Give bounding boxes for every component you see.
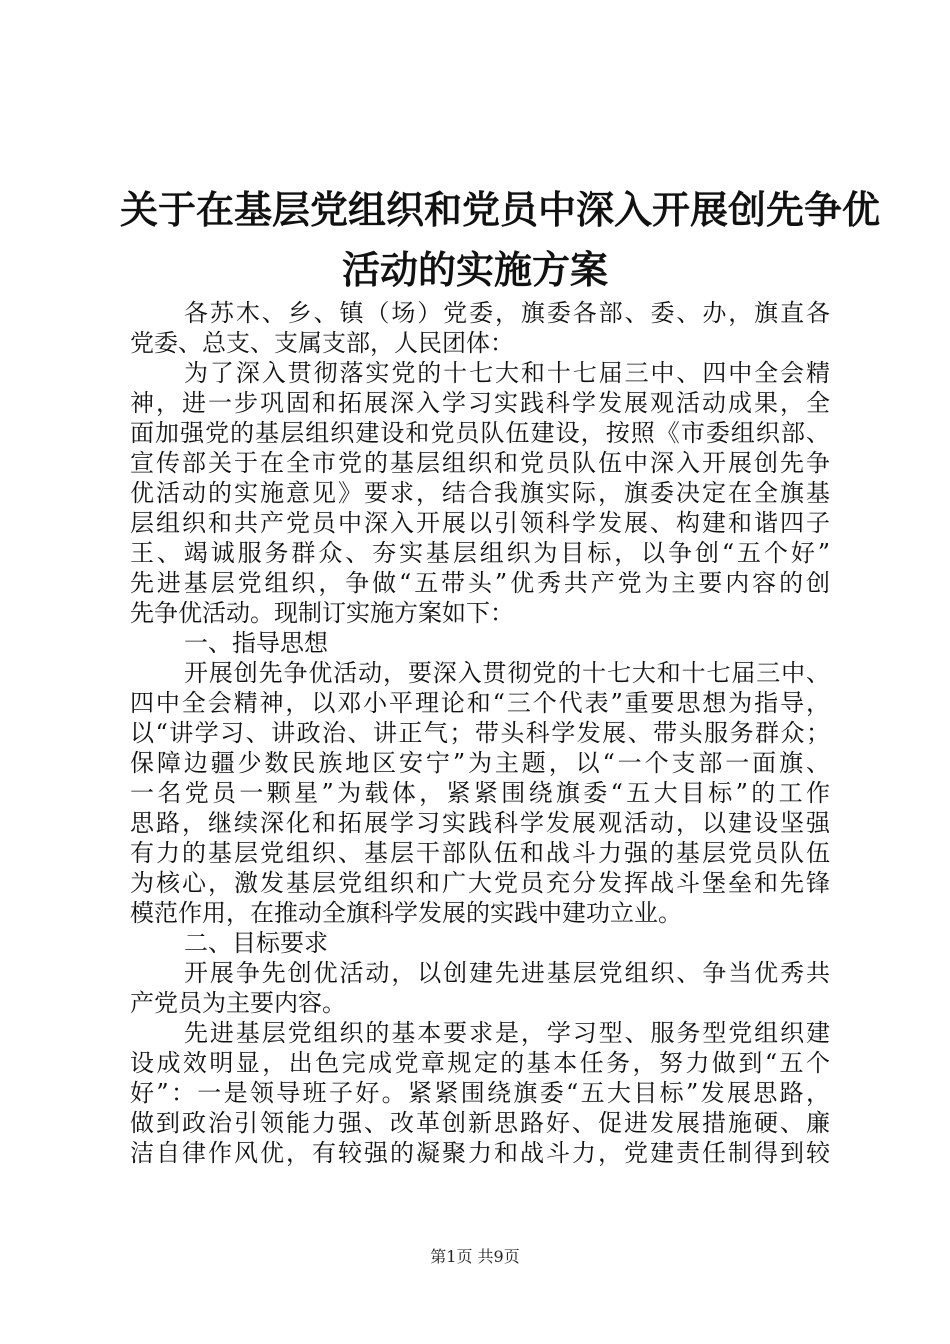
section-heading-guiding-ideology: 一、指导思想 xyxy=(184,629,328,657)
body-line: 先进基层党组织，争做“五带头”优秀共产党为主要内容的创 xyxy=(130,569,830,597)
body-line: 有力的基层党组织、基层干部队伍和战斗力强的基层党员队伍 xyxy=(130,839,830,867)
body-line: 为了深入贯彻落实党的十七大和十七届三中、四中全会精 xyxy=(184,359,830,387)
body-line: 洁自律作风优，有较强的凝聚力和战斗力，党建责任制得到较 xyxy=(130,1139,830,1167)
body-line: 做到政治引领能力强、改革创新思路好、促进发展措施硬、廉 xyxy=(130,1109,830,1137)
body-line: 各苏木、乡、镇（场）党委，旗委各部、委、办，旗直各 xyxy=(184,299,830,327)
body-line: 思路，继续深化和拓展学习实践科学发展观活动，以建设坚强 xyxy=(130,809,830,837)
body-line: 模范作用，在推动全旗科学发展的实践中建功立业。 xyxy=(130,899,682,927)
body-line: 党委、总支、支属支部，人民团体： xyxy=(130,329,514,357)
body-line: 开展创先争优活动，要深入贯彻党的十七大和十七届三中、 xyxy=(184,659,830,687)
body-line: 保障边疆少数民族地区安宁”为主题，以“一个支部一面旗、 xyxy=(130,749,830,777)
body-line: 优活动的实施意见》要求，结合我旗实际，旗委决定在全旗基 xyxy=(130,479,830,507)
body-line: 面加强党的基层组织建设和党员队伍建设，按照《市委组织部、 xyxy=(130,419,830,447)
body-line: 四中全会精神，以邓小平理论和“三个代表”重要思想为指导， xyxy=(130,689,830,717)
document-body xyxy=(130,298,830,1168)
body-line: 为核心，激发基层党组织和广大党员充分发挥战斗堡垒和先锋 xyxy=(130,869,830,897)
body-line: 设成效明显，出色完成党章规定的基本任务，努力做到“五个 xyxy=(130,1049,830,1077)
document-title-line-1: 关于在基层党组织和党员中深入开展创先争优 xyxy=(120,188,881,232)
body-line: 王、竭诚服务群众、夯实基层组织为目标，以争创“五个好” xyxy=(130,539,830,567)
body-line: 先争优活动。现制订实施方案如下： xyxy=(130,599,514,627)
page-footer: 第1页 共9页 xyxy=(430,1247,520,1266)
body-line: 宣传部关于在全市党的基层组织和党员队伍中深入开展创先争 xyxy=(130,449,830,477)
body-line: 开展争先创优活动，以创建先进基层党组织、争当优秀共 xyxy=(184,959,830,987)
document-title-line-2: 活动的实施方案 xyxy=(341,248,608,292)
body-line: 以“讲学习、讲政治、讲正气；带头科学发展、带头服务群众； xyxy=(130,719,830,747)
body-line: 好”：一是领导班子好。紧紧围绕旗委“五大目标”发展思路， xyxy=(130,1079,830,1107)
body-line: 一名党员一颗星”为载体，紧紧围绕旗委“五大目标”的工作 xyxy=(130,779,830,807)
body-line: 先进基层党组织的基本要求是，学习型、服务型党组织建 xyxy=(184,1019,830,1047)
body-line: 神，进一步巩固和拓展深入学习实践科学发展观活动成果，全 xyxy=(130,389,830,417)
section-heading-goals: 二、目标要求 xyxy=(184,929,328,957)
body-line: 层组织和共产党员中深入开展以引领科学发展、构建和谐四子 xyxy=(130,509,830,537)
body-line: 产党员为主要内容。 xyxy=(130,989,346,1017)
